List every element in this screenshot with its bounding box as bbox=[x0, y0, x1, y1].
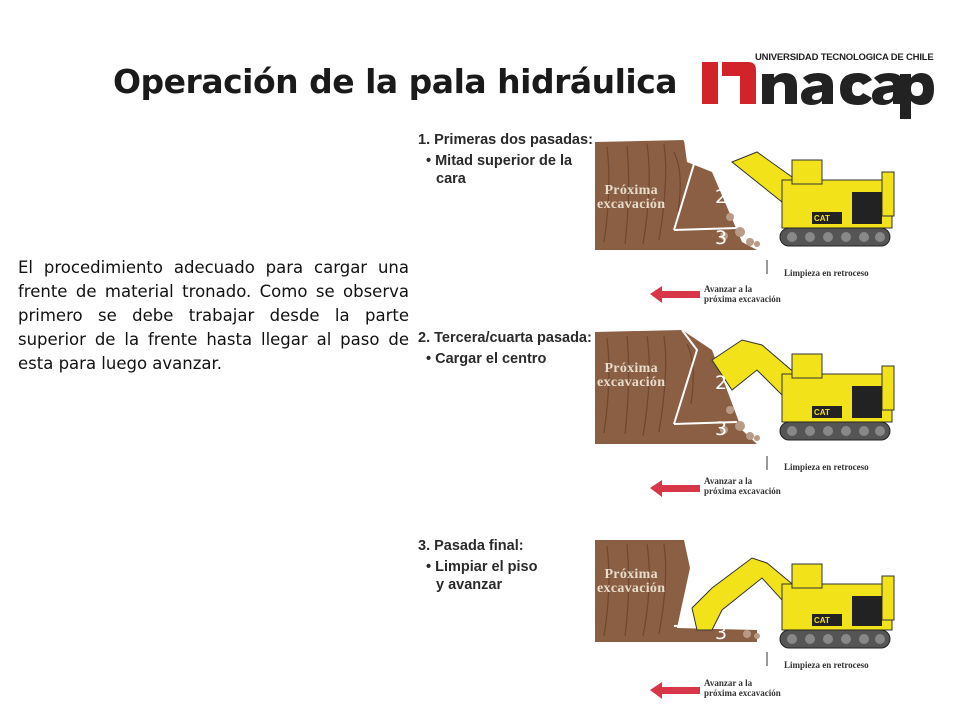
step-panel-2 bbox=[412, 330, 912, 510]
inacap-logo-mark bbox=[700, 50, 930, 125]
advance-arrow bbox=[650, 286, 700, 303]
pass-number-2: 2 bbox=[715, 186, 728, 208]
rock-label: Próxima excavación bbox=[597, 183, 666, 212]
step-bullet-cont: y avanzar bbox=[436, 577, 503, 593]
advance-label: Avanzar a la próxima excavación bbox=[704, 678, 781, 698]
step-bullet-cont: cara bbox=[436, 171, 466, 187]
advance-label: Avanzar a la próxima excavación bbox=[704, 284, 781, 304]
cat-badge: CAT bbox=[814, 214, 830, 223]
step-bullet: • Limpiar el piso bbox=[426, 559, 538, 575]
description-paragraph: El procedimiento adecuado para cargar una frente de material tronado. Como se observa primero se debe trabajar desde la parte superior de la frente hasta llegar al paso de esta para luego avanzar. bbox=[18, 258, 409, 373]
cat-badge: CAT bbox=[814, 616, 830, 625]
shovel-diagram bbox=[412, 538, 912, 718]
logo-letter-p bbox=[898, 50, 938, 125]
pass-number-3: 3 bbox=[715, 622, 728, 644]
shovel-diagram bbox=[412, 330, 912, 510]
cat-badge: CAT bbox=[814, 408, 830, 417]
step-bullet: • Mitad superior de la bbox=[426, 153, 573, 169]
advance-label: Avanzar a la próxima excavación bbox=[704, 476, 781, 496]
step-title: 1. Primeras dos pasadas: bbox=[418, 132, 593, 148]
shovel-diagram bbox=[412, 132, 912, 312]
rock-label: Próxima excavación bbox=[597, 567, 666, 596]
pass-number-2: 2 bbox=[715, 372, 728, 394]
step-panel-3 bbox=[412, 538, 912, 718]
rock-label: Próxima excavación bbox=[597, 361, 666, 390]
cleanup-label: Limpieza en retroceso bbox=[784, 660, 869, 670]
pass-number-3: 3 bbox=[715, 227, 728, 249]
step-bullet: • Cargar el centro bbox=[426, 351, 547, 367]
cleanup-label: Limpieza en retroceso bbox=[784, 462, 869, 472]
page-title: Operación de la pala hidráulica bbox=[113, 62, 678, 101]
pass-number-1: 1 bbox=[715, 148, 728, 170]
logo-subtitle: UNIVERSIDAD TECNOLOGICA DE CHILE bbox=[755, 52, 934, 63]
step-title: 2. Tercera/cuarta pasada: bbox=[418, 330, 592, 346]
cleanup-label: Limpieza en retroceso bbox=[784, 268, 869, 278]
step-title: 3. Pasada final: bbox=[418, 538, 524, 554]
pass-number-3: 3 bbox=[715, 418, 728, 440]
advance-arrow bbox=[650, 480, 700, 497]
advance-arrow bbox=[650, 682, 700, 699]
step-panel-1 bbox=[412, 132, 912, 312]
inacap-logo bbox=[700, 50, 934, 125]
